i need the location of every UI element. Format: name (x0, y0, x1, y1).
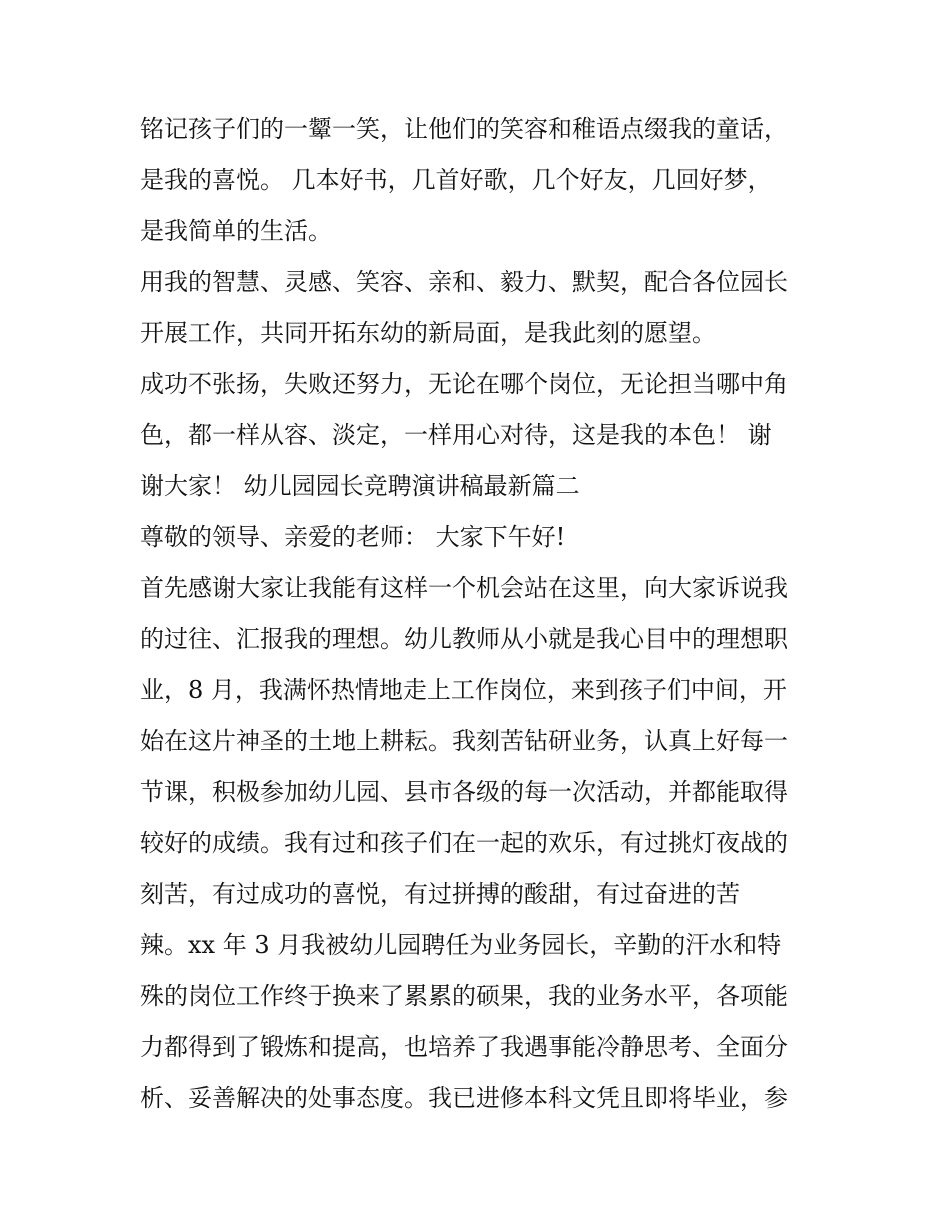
text-line: 节课，积极参加幼儿园、县市各级的每一次活动，并都能取得 (140, 778, 788, 806)
text-line: 业，8 月，我满怀热情地走上工作岗位，来到孩子们中间，开 (140, 676, 787, 704)
text-line: 是我简单的生活。 (140, 217, 332, 245)
text-line: 较好的成绩。我有过和孩子们在一起的欢乐，有过挑灯夜战的 (140, 829, 788, 857)
text-line: 谢大家！ 幼儿园园长竞聘演讲稿最新篇二 (140, 472, 580, 500)
text-line: 辣。xx 年 3 月我被幼儿园聘任为业务园长，辛勤的汗水和特 (140, 931, 782, 959)
text-line: 色，都一样从容、淡定，一样用心对待，这是我的本色！ 谢 (140, 421, 772, 449)
text-line: 成功不张扬，失败还努力，无论在哪个岗位，无论担当哪中角 (140, 370, 788, 398)
document-body (140, 104, 840, 1124)
text-line: 殊的岗位工作终于换来了累累的硕果，我的业务水平，各项能 (140, 982, 788, 1010)
text-line: 刻苦，有过成功的喜悦，有过拼搏的酸甜，有过奋进的苦 (140, 880, 740, 908)
text-line: 析、妥善解决的处事态度。我已进修本科文凭且即将毕业，参 (140, 1084, 788, 1112)
text-line: 的过往、汇报我的理想。幼儿教师从小就是我心目中的理想职 (140, 625, 788, 653)
text-line: 尊敬的领导、亲爱的老师： 大家下午好! (140, 523, 566, 551)
text-line: 力都得到了锻炼和提高，也培养了我遇事能冷静思考、全面分 (140, 1033, 788, 1061)
text-line: 用我的智慧、灵感、笑容、亲和、毅力、默契，配合各位园长 (140, 268, 788, 296)
text-line: 首先感谢大家让我能有这样一个机会站在这里，向大家诉说我 (140, 574, 788, 602)
text-line: 开展工作，共同开拓东幼的新局面，是我此刻的愿望。 (140, 319, 716, 347)
text-line: 是我的喜悦。 几本好书，几首好歌，几个好友，几回好梦， (140, 166, 772, 194)
text-line: 铭记孩子们的一颦一笑，让他们的笑容和稚语点缀我的童话， (140, 115, 788, 143)
text-line: 始在这片神圣的土地上耕耘。我刻苦钻研业务，认真上好每一 (140, 727, 788, 755)
